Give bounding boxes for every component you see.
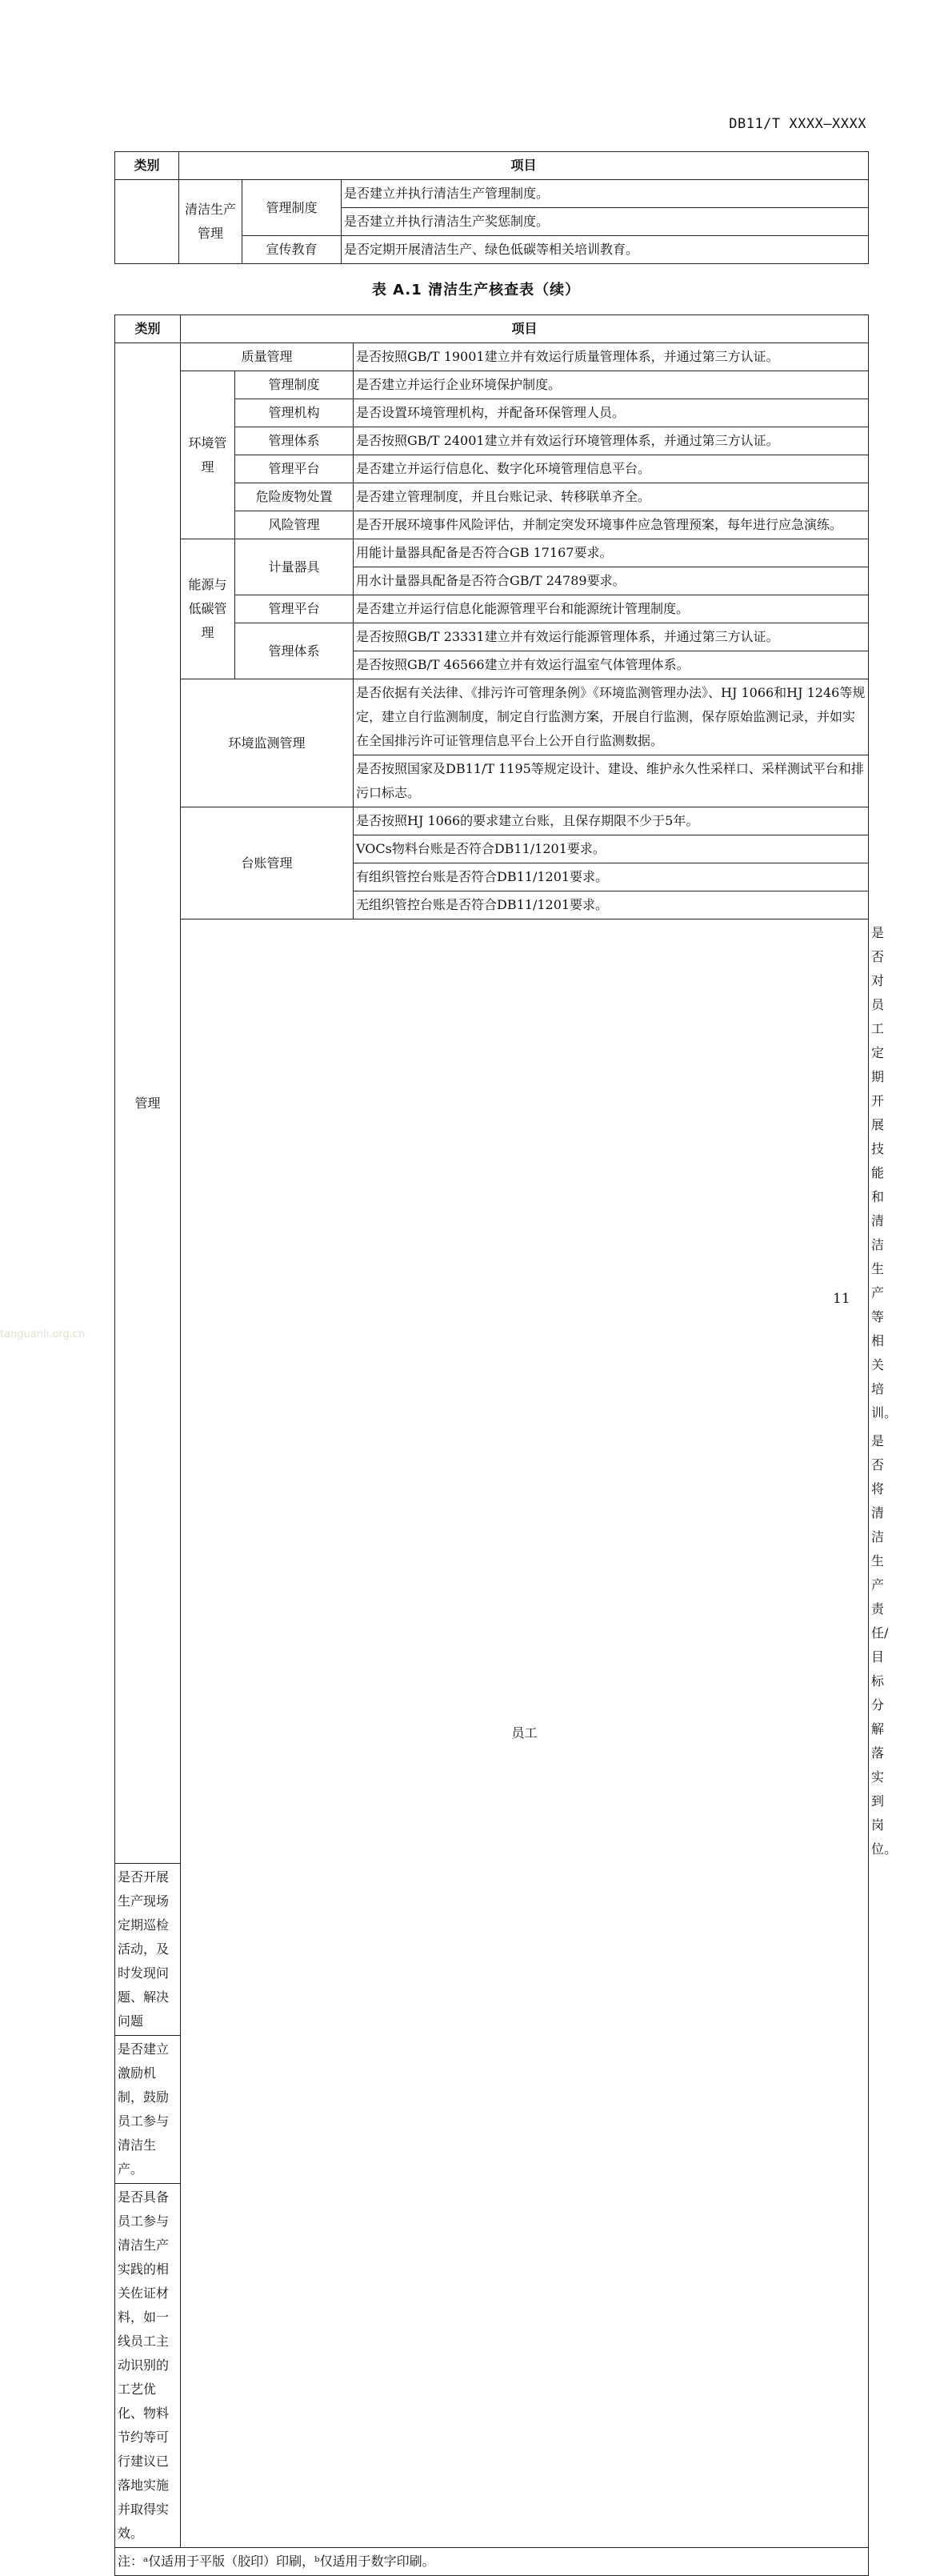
table-row	[115, 807, 869, 835]
item-cell: 是否建立并运行企业环境保护制度。	[354, 371, 869, 399]
table-row	[115, 371, 869, 399]
sub-cell: 风险管理	[235, 511, 354, 539]
continued-table	[114, 151, 869, 264]
header-item: 项目	[181, 315, 869, 343]
main-table	[114, 314, 898, 2576]
item-cell: 是否定期开展清洁生产、绿色低碳等相关培训教育。	[342, 236, 869, 264]
item-cell: 用水计量器具配备是否符合GB/T 24789要求。	[354, 567, 869, 595]
sub-cell: 管理平台	[235, 455, 354, 483]
item-cell: 是否建立并运行信息化能源管理平台和能源统计管理制度。	[354, 595, 869, 623]
document-code: DB11/T XXXX—XXXX	[729, 116, 866, 132]
watermark: tanguanli.org.cn	[0, 1328, 86, 1340]
item-cell: 是否按照GB/T 46566建立并有效运行温室气体管理体系。	[354, 651, 869, 679]
item-cell: 是否设置环境管理机构，并配备环保管理人员。	[354, 399, 869, 427]
item-cell: 有组织管控台账是否符合DB11/1201要求。	[354, 863, 869, 891]
item-cell: 用能计量器具配备是否符合GB 17167要求。	[354, 539, 869, 567]
group-cell: 清洁生产管理	[179, 180, 242, 264]
item-cell: 是否按照HJ 1066的要求建立台账，且保存期限不少于5年。	[354, 807, 869, 835]
quality-label: 质量管理	[181, 343, 354, 371]
item-cell: 是否建立激励机制，鼓励员工参与清洁生产。	[115, 2036, 181, 2184]
note-row	[115, 2548, 869, 2576]
page-number: 11	[833, 1291, 850, 1307]
sub-cell: 宣传教育	[242, 236, 342, 264]
header-category: 类别	[115, 152, 179, 180]
item-cell: 是否开展生产现场定期巡检活动，及时发现问题、解决问题	[115, 1864, 181, 2036]
table-row	[115, 343, 869, 371]
table-row: 是否将清洁生产责任/目标分解落实到岗位。	[871, 1433, 898, 1857]
item-cell: 是否建立并执行清洁生产管理制度。	[342, 180, 869, 208]
header-item: 项目	[179, 152, 869, 180]
sub-cell: 管理机构	[235, 399, 354, 427]
env-label: 环境管理	[181, 371, 235, 539]
sub-cell: 管理体系	[235, 623, 354, 679]
note-cell: 注：ᵃ仅适用于平版（胶印）印刷，ᵇ仅适用于数字印刷。	[115, 2548, 869, 2576]
energy-label: 能源与低碳管理	[181, 539, 235, 679]
item-cell: 是否依据有关法律、《排污许可管理条例》《环境监测管理办法》、HJ 1066和HJ 1246等规定，建立自行监测制度，制定自行监测方案，开展自行监测，保存原始监测记录，并如实在全国排污许可证管理信息平台上公开自行监测数据。	[354, 679, 869, 755]
category-management: 管理	[115, 343, 181, 1864]
header-category: 类别	[115, 315, 181, 343]
table-row	[115, 539, 869, 567]
sub-cell: 管理制度	[235, 371, 354, 399]
sub-cell: 管理制度	[242, 180, 342, 236]
item-cell: 是否按照GB/T 19001建立并有效运行质量管理体系，并通过第三方认证。	[354, 343, 869, 371]
ledger-label: 台账管理	[181, 807, 354, 919]
item-cell: 无组织管控台账是否符合DB11/1201要求。	[354, 891, 869, 919]
item-cell: 是否具备员工参与清洁生产实践的相关佐证材料，如一线员工主动识别的工艺优化、物料节约等可行建议已落地实施并取得实效。	[115, 2184, 181, 2548]
item-cell: VOCs物料台账是否符合DB11/1201要求。	[354, 835, 869, 863]
table-header-row	[115, 315, 869, 343]
monitoring-label: 环境监测管理	[181, 679, 354, 807]
sub-cell: 管理体系	[235, 427, 354, 455]
item-cell: 是否建立管理制度，并且台账记录、转移联单齐全。	[354, 483, 869, 511]
item-cell: 是否按照GB/T 23331建立并有效运行能源管理体系，并通过第三方认证。	[354, 623, 869, 651]
table-row	[115, 679, 869, 755]
item-cell: 是否建立并执行清洁生产奖惩制度。	[342, 208, 869, 236]
item-cell: 是否按照国家及DB11/T 1195等规定设计、建设、维护永久性采样口、采样测试平台和排污口标志。	[354, 755, 869, 807]
staff-label: 员工	[181, 919, 869, 2548]
table-row	[115, 180, 869, 208]
item-cell: 是否开展环境事件风险评估，并制定突发环境事件应急管理预案，每年进行应急演练。	[354, 511, 869, 539]
table-header-row	[115, 152, 869, 180]
category-cell-empty	[115, 180, 179, 264]
item-cell: 是否按照GB/T 24001建立并有效运行环境管理体系，并通过第三方认证。	[354, 427, 869, 455]
sub-cell: 计量器具	[235, 539, 354, 595]
table-row: 员工 是否对员工定期开展技能和清洁生产等相关培训。	[115, 919, 869, 1428]
table-caption: 表 A.1 清洁生产核查表（续）	[371, 282, 581, 298]
sub-cell: 危险废物处置	[235, 483, 354, 511]
sub-cell: 管理平台	[235, 595, 354, 623]
item-cell: 是否建立并运行信息化、数字化环境管理信息平台。	[354, 455, 869, 483]
